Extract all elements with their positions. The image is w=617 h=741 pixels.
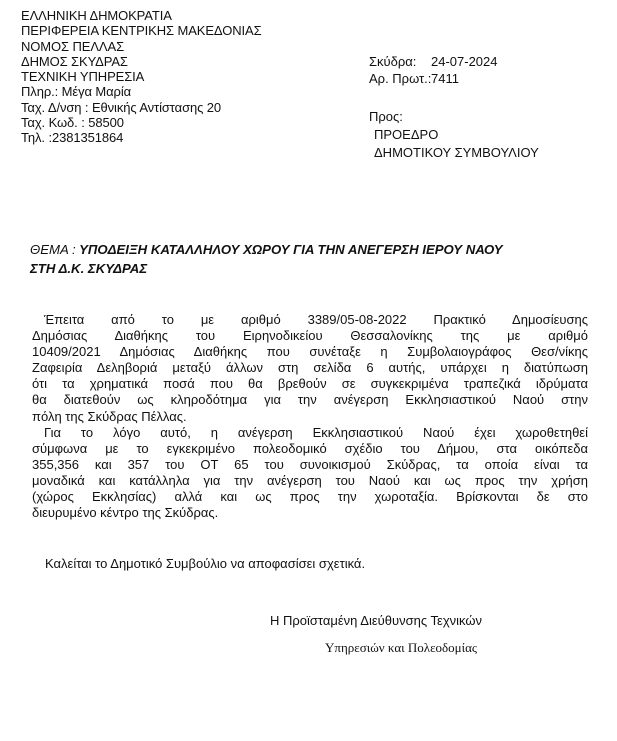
header-line-country: ΕΛΛΗΝΙΚΗ ΔΗΜΟΚΡΑΤΙΑ: [21, 8, 172, 23]
body-line: Ζαφειρία Δεληβοριά μεταξύ άλλων στη σελίδα 6 αυτής, υπάρχει η διατύπωση: [32, 360, 588, 376]
recipient-line-1: ΠΡΟΕΔΡΟ: [374, 127, 439, 142]
header-line-prefecture: ΝΟΜΟΣ ΠΕΛΛΑΣ: [21, 38, 125, 54]
header-line-postcode: Ταχ. Κωδ. : 58500: [21, 115, 124, 131]
subject-text-2: ΣΤΗ Δ.Κ. ΣΚΥΔΡΑΣ: [30, 260, 148, 276]
body-line: 355,356 και 357 του ΟΤ 65 του συνοικισμού Σκύδρας, τα οποία είναι τα: [32, 456, 588, 472]
header-line-phone: Τηλ. :2381351864: [21, 130, 124, 146]
protocol-row: [369, 70, 529, 87]
protocol-number: 7411: [431, 71, 459, 86]
protocol-label: Αρ. Πρωτ.:: [369, 71, 432, 86]
body-line: διευρυμένο κέντρο της Σκύδρας.: [32, 505, 219, 521]
body-line: Έπειτα από το με αριθμό 3389/05-08-2022 Πρακτικό Δημοσίευσης: [44, 312, 588, 327]
body-paragraph-2: [32, 425, 588, 522]
subject-label: ΘΕΜΑ :: [30, 242, 76, 257]
body-line: (χώρος Εκκλησίας) αλλά και ως προς την χωροταξία. Βρίσκονται δε στο: [32, 489, 588, 505]
closing-sentence: Καλείται το Δημοτικό Συμβούλιο να αποφασίσει σχετικά.: [45, 556, 366, 571]
subject-block: [30, 241, 503, 278]
body-line: Δημόσιας Διαθήκης του Ειρηνοδικείου Θεσσαλονίκης της με αριθμό: [32, 328, 588, 344]
document-meta: [369, 53, 529, 87]
signature-title-line-2: Υπηρεσιών και Πολεοδομίας: [325, 640, 478, 655]
body-line: μοναδικά και κατάλληλα για την ανέγερση του Ναού και ως προς την χρήση: [32, 472, 588, 488]
header-line-department: ΤΕΧΝΙΚΗ ΥΠΗΡΕΣΙΑ: [21, 69, 145, 85]
sender-header: [21, 8, 262, 146]
recipient-block: [369, 108, 539, 162]
body-line: θα διατεθούν ως κληροδότημα για την ανέγερση Εκκλησιαστικού Ναού στην: [32, 392, 588, 408]
recipient-line-2: ΔΗΜΟΤΙΚΟΥ ΣΥΜΒΟΥΛΙΟΥ: [374, 145, 539, 160]
signature-title-line-1: Η Προϊσταμένη Διεύθυνσης Τεχνικών: [270, 613, 483, 628]
document-date: 24-07-2024: [431, 54, 498, 69]
subject-text-1: ΥΠΟΔΕΙΞΗ ΚΑΤΑΛΛΗΛΟΥ ΧΩΡΟΥ ΓΙΑ ΤΗΝ ΑΝΕΓΕΡΣΗ ΙΕΡΟΥ ΝΑΟΥ: [79, 242, 503, 257]
place-label: Σκύδρα:: [369, 54, 417, 69]
body-paragraph-1: [32, 312, 588, 425]
header-line-region: ΠΕΡΙΦΕΡΕΙΑ ΚΕΝΤΡΙΚΗΣ ΜΑΚΕΔΟΝΙΑΣ: [21, 23, 262, 39]
body-line: πόλη της Σκύδρας Πέλλας.: [32, 408, 187, 424]
recipient-to-label: Προς:: [369, 109, 403, 124]
subject-line-1: [30, 241, 503, 260]
body-line: ότι τα χρηματικά ποσά που θα βρεθούν σε συγκεκριμένα τραπεζικά ιδρύματα: [32, 376, 588, 392]
body-line: σύμφωνα με το εγκεκριμένο πολεοδομικό σχέδιο του Δήμου, στα οικόπεδα: [32, 440, 588, 456]
document-body: [32, 312, 588, 521]
header-line-contact-person: Πληρ.: Μέγα Μαρία: [21, 84, 132, 100]
header-line-address: Ταχ. Δ/νση : Εθνικής Αντίστασης 20: [21, 99, 222, 115]
body-line: 10409/2021 Δημόσιας Διαθήκης που συνέταξε η Συμβολαιογράφος Θεσ/νίκης: [32, 344, 588, 360]
body-line: Για το λόγο αυτό, η ανέγερση Εκκλησιαστικού Ναού έχει χωροθετηθεί: [44, 424, 588, 440]
date-row: [369, 53, 529, 70]
header-line-municipality: ΔΗΜΟΣ ΣΚΥΔΡΑΣ: [21, 53, 128, 69]
